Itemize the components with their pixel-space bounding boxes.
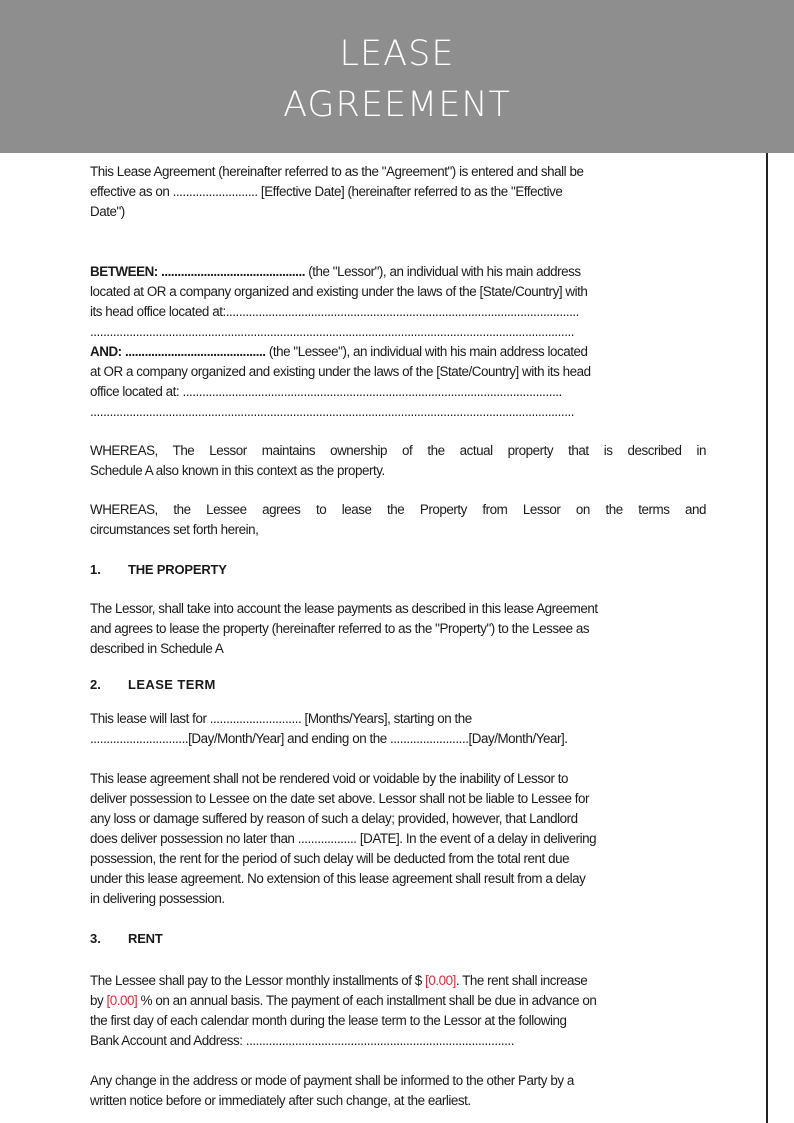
text-line: circumstances set forth herein, [90, 522, 259, 537]
text: . The rent shall increase [455, 973, 588, 988]
text: % on an annual basis. The payment of each installment shall be due in advance on [137, 993, 597, 1008]
text-line: Any change in the address or mode of payment shall be informed to the other Party by a [90, 1073, 574, 1088]
text-line: effective as on .......................... [Effective Date] (hereinafter referred to as the "Effective [90, 184, 563, 199]
text-line: Schedule A also known in this context as the property. [90, 463, 385, 478]
title-line-2: AGREEMENT [283, 85, 511, 125]
rent-increase-placeholder: [0.00] [106, 993, 138, 1008]
text-line: Bank Account and Address: .................................................................................. [90, 1033, 514, 1048]
title-line-1: LEASE [339, 34, 455, 74]
text-line: the first day of each calendar month during the lease term to the Lessor at the following [90, 1013, 567, 1028]
text-line: at OR a company organized and existing under the laws of the [State/Country] with its head [90, 364, 591, 379]
text-line: located at OR a company organized and existing under the laws of the [State/Country] with [90, 284, 588, 299]
text: The Lessee shall pay to the Lessor monthly installments of $ [90, 973, 426, 988]
text-line: written notice before or immediately after such change, at the earliest. [90, 1093, 471, 1108]
section-title: RENT [128, 931, 163, 946]
rent-amount-placeholder: [0.00] [425, 973, 456, 988]
text-line: under this lease agreement. No extension of this lease agreement shall result from a delay [90, 871, 586, 886]
title-banner [0, 0, 794, 153]
section-number: 2. [90, 677, 101, 692]
text-line: This lease agreement shall not be rendered void or voidable by the inability of Lessor to [90, 771, 569, 786]
text-line: office located at: .................................................................................................................... [90, 384, 562, 399]
text-line [90, 991, 706, 1011]
text-line: does deliver possession no later than .................. [DATE]. In the event of a delay in delivering [90, 831, 597, 846]
and-label: AND: ........................................... [90, 344, 266, 359]
text-line [90, 342, 706, 362]
text-line: Date") [90, 204, 125, 219]
text-line: This Lease Agreement (hereinafter referred to as the "Agreement") is entered and shall be [90, 164, 584, 179]
text-line: deliver possession to Lessee on the date set above. Lessor shall not be liable to Lessee for [90, 791, 590, 806]
text: (the "Lessee"), an individual with his main address located [265, 344, 588, 359]
text-line: any loss or damage suffered by reason of such a delay; provided, however, that Landlord [90, 811, 578, 826]
text-line: its head office located at:............................................................................................................ [90, 304, 579, 319]
section-number: 1. [90, 562, 101, 577]
section-title: LEASE TERM [128, 677, 216, 692]
text-line [90, 971, 706, 991]
text-line: WHEREAS, The Lessor maintains ownership of the actual property that is described in [90, 443, 706, 458]
text-line: This lease will last for ............................ [Months/Years], starting on the [90, 711, 472, 726]
section-title: THE PROPERTY [128, 562, 227, 577]
text-line: The Lessor, shall take into account the lease payments as described in this lease Agreement [90, 601, 598, 616]
text-line: in delivering possession. [90, 891, 225, 906]
page-border [766, 153, 768, 1123]
text-line: described in Schedule A [90, 641, 224, 656]
text-line [90, 262, 706, 282]
text-line: possession, the rent for the period of such delay will be deducted from the total rent due [90, 851, 570, 866]
fill-line: .................................................................................................................................................... [90, 324, 575, 339]
text: by [90, 993, 107, 1008]
text-line: and agrees to lease the property (hereinafter referred to as the "Property") to the Lessee as [90, 621, 590, 636]
section-number: 3. [90, 931, 101, 946]
between-label: BETWEEN: ............................................ [90, 264, 305, 279]
fill-line: .................................................................................................................................................... [90, 404, 575, 419]
text-line: WHEREAS, the Lessee agrees to lease the Property from Lessor on the terms and [90, 502, 706, 517]
text-line: ..............................[Day/Month/Year] and ending on the ........................[Day/Month/Year]. [90, 731, 568, 746]
text: (the "Lessor"), an individual with his main address [304, 264, 581, 279]
